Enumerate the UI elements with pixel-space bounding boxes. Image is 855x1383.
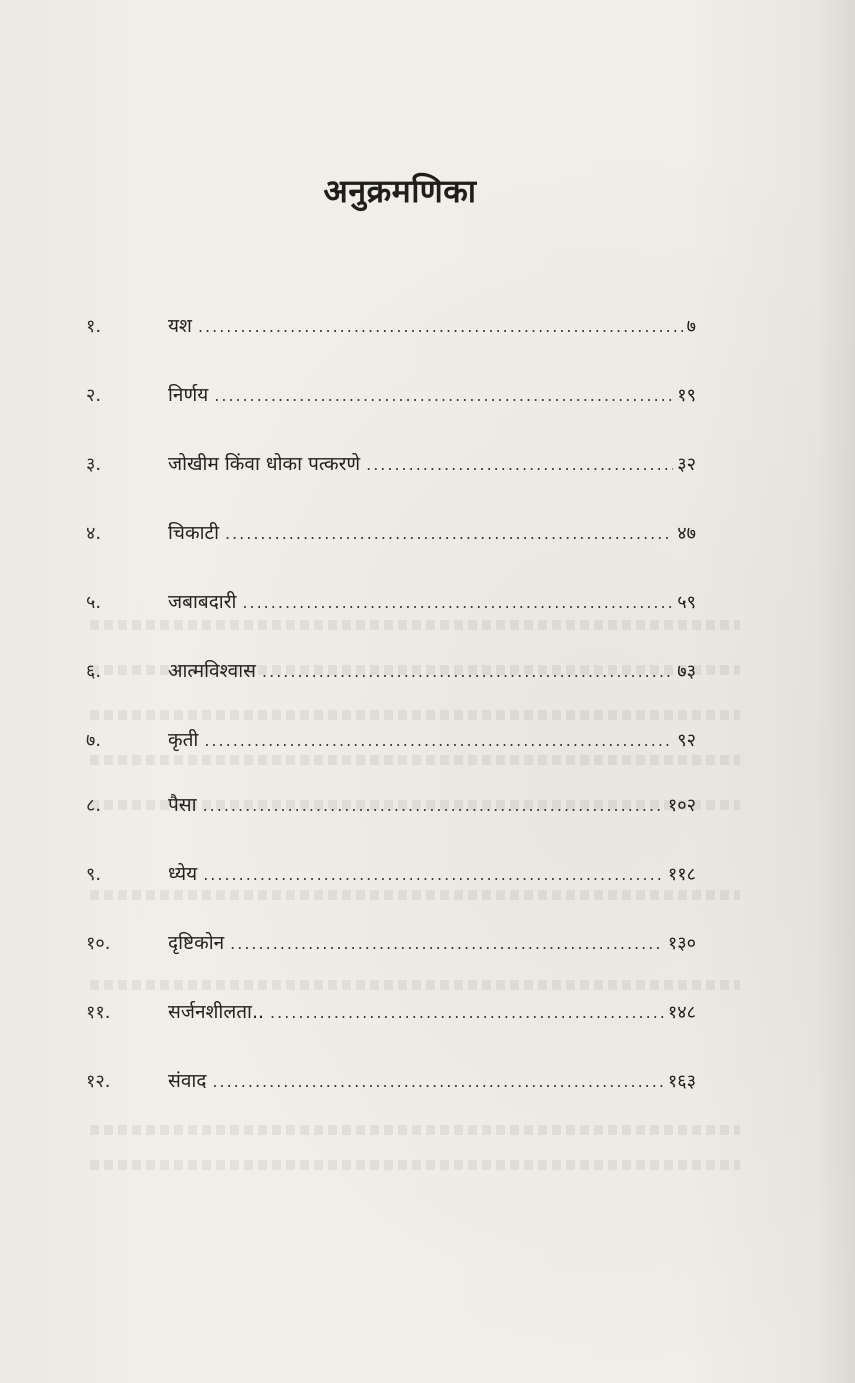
toc-entry-title: दृष्टिकोन [168,932,225,954]
toc-entry-number: १. [86,316,102,337]
toc-leader-dots [262,648,673,695]
toc-entry [86,303,696,350]
toc-leader-dots [214,372,673,419]
toc-leader-dots [225,510,673,557]
toc-entry-number: ८. [86,795,102,816]
toc-leader-dots [212,1058,663,1105]
toc-entry [86,441,696,488]
toc-entry-title: जबाबदारी [168,591,237,613]
toc-entry [86,989,696,1036]
show-through-line [90,1160,740,1170]
toc-entry-page: १९ [677,385,696,406]
toc-entry [86,851,696,898]
toc-entry-number: ५. [86,592,102,613]
toc-entry-page: ५९ [677,592,696,613]
toc-leader-dots [198,303,683,350]
toc-entry-title: जोखीम किंवा धोका पत्करणे [168,453,361,475]
toc-entry-title: पैसा [168,794,197,816]
toc-entry-page: ३२ [677,454,696,475]
toc-leader-dots [203,782,664,829]
toc-entry-title: यश [168,315,192,337]
toc-entry-number: ७. [86,730,102,751]
toc-entry-title: निर्णय [168,384,209,406]
toc-entry [86,782,696,829]
toc-leader-dots [242,579,673,626]
toc-entry [86,648,696,695]
toc-entry [86,372,696,419]
toc-entry-number: ६. [86,661,102,682]
toc-entry-title: ध्येय [168,863,198,885]
spine-shadow [817,0,855,1383]
toc-entry-page: ७ [686,316,696,337]
toc-entry-title: संवाद [168,1070,207,1092]
toc-entry [86,920,696,967]
toc-entry-page: १४८ [667,1002,696,1023]
toc-entry-page: ७३ [677,661,696,682]
toc-leader-dots [204,717,673,764]
toc-entry-title: कृती [168,729,199,751]
toc-entry-page: १०२ [667,795,696,816]
toc-entry-number: ४. [86,523,102,544]
toc-entry-page: १३० [667,933,696,954]
toc-entry-page: १६३ [667,1071,696,1092]
toc-entry [86,1058,696,1105]
toc-entry-number: १२. [86,1071,111,1092]
toc-entry-title: चिकाटी [168,522,219,544]
toc-entry-page: ११८ [667,864,696,885]
toc-entry [86,717,696,764]
toc-entry [86,579,696,626]
toc-entry-title: आत्मविश्वास [168,660,257,682]
toc-entry-number: २. [86,385,102,406]
toc-entry-title: सर्जनशीलता.. [168,1001,265,1023]
toc-entry [86,510,696,557]
toc-entry-number: ११. [86,1002,111,1023]
toc-entry-page: ९२ [677,730,696,751]
toc-entry-page: ४७ [677,523,696,544]
toc-leader-dots [203,851,664,898]
toc-entry-number: १०. [86,933,111,954]
toc-entry-number: ९. [86,864,102,885]
toc-entry-number: ३. [86,454,102,475]
table-of-contents [86,303,696,1127]
toc-leader-dots [366,441,673,488]
page-title: अनुक्रमणिका [323,172,477,211]
toc-leader-dots [230,920,664,967]
toc-leader-dots [270,989,664,1036]
